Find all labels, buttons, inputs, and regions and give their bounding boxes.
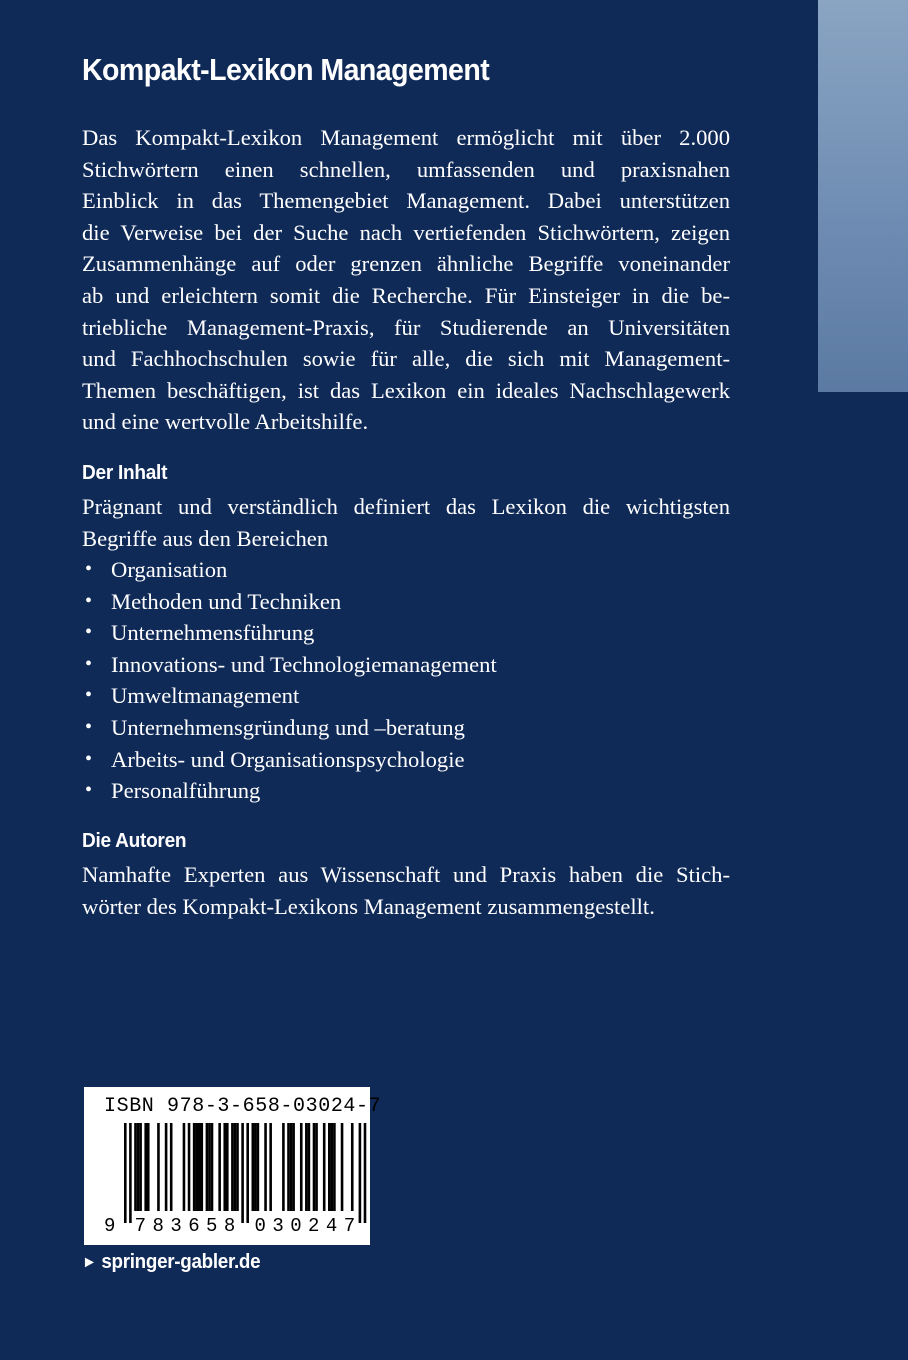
list-item-label: Unternehmensgründung und –beratung <box>111 714 465 740</box>
barcode-bar <box>290 1123 293 1211</box>
barcode-bar <box>292 1123 295 1211</box>
barcode-bar <box>305 1123 308 1211</box>
barcode-bar <box>137 1123 140 1211</box>
list-item-label: Arbeits- und Organisationspsychologie <box>111 746 465 772</box>
intro-line: ab und erleichtern somit die Recherche. Für Einsteiger in die be- <box>82 282 730 308</box>
barcode-bar <box>129 1123 132 1223</box>
barcode-bar <box>333 1123 336 1211</box>
barcode-bar <box>315 1123 318 1211</box>
barcode-bar <box>364 1123 367 1223</box>
barcode-bar <box>323 1123 326 1211</box>
barcode-bar <box>257 1123 260 1211</box>
barcode-digit: 3 <box>272 1215 284 1237</box>
barcode-bar <box>165 1123 168 1211</box>
intro-line: Einblick in das Themengebiet Management. Dabei unterstützen <box>82 188 730 214</box>
intro-line: triebliche Management-Praxis, für Studierende an Universitäten <box>82 314 730 340</box>
bullet-icon: • <box>85 652 93 675</box>
intro-line: die Verweise bei der Suche nach vertiefenden Stichwörtern, zeigen <box>82 219 730 245</box>
barcode-bar <box>223 1123 226 1211</box>
barcode-bar <box>313 1123 316 1211</box>
isbn-barcode <box>84 1087 382 1245</box>
barcode-bar <box>252 1123 255 1211</box>
bullet-icon: • <box>85 684 93 707</box>
barcode-digit: 7 <box>134 1215 147 1237</box>
isbn-label: ISBN 978-3-658-03024-7 <box>104 1095 382 1118</box>
barcode-bar <box>287 1123 290 1211</box>
barcode-bar <box>134 1123 137 1211</box>
barcode-digit: 5 <box>206 1215 218 1237</box>
barcode-bar <box>170 1123 173 1211</box>
intro-paragraph <box>82 122 730 438</box>
intro-line: Stichwörtern einen schnellen, umfassenden und praxisnahen <box>82 156 730 182</box>
autoren-line: wörter des Kompakt-Lexikons Management zusammengestellt. <box>82 893 655 919</box>
side-color-strip <box>818 0 908 392</box>
list-item <box>82 775 497 807</box>
list-item <box>82 744 497 776</box>
barcode-bar <box>124 1123 127 1223</box>
barcode-digit: 6 <box>188 1215 200 1237</box>
publisher-url: springer-gabler.de <box>101 1251 261 1273</box>
arrow-right-icon: ► <box>82 1253 97 1271</box>
barcode-digit: 3 <box>170 1215 182 1237</box>
barcode-digit: 4 <box>325 1215 338 1237</box>
inhalt-bullet-list <box>82 554 497 807</box>
bullet-icon: • <box>85 621 93 644</box>
barcode-bar <box>264 1123 267 1211</box>
barcode-digit: 8 <box>223 1215 236 1237</box>
autoren-paragraph <box>82 859 730 922</box>
inhalt-line: Prägnant und verständlich definiert das Lexikon die wichtigsten <box>82 494 730 519</box>
barcode-bar <box>188 1123 191 1211</box>
bullet-icon: • <box>85 715 93 738</box>
barcode-bar <box>226 1123 229 1211</box>
list-item <box>82 617 497 649</box>
barcode-bar <box>241 1123 244 1223</box>
barcode-graphic <box>84 1087 370 1245</box>
list-item-label: Unternehmensführung <box>111 620 315 646</box>
list-item-label: Organisation <box>111 557 228 582</box>
list-item-label: Personalführung <box>111 778 261 804</box>
publisher-link[interactable] <box>82 1251 260 1274</box>
list-item-label: Innovations- und Technologiemanagement <box>111 651 497 677</box>
barcode-bar <box>144 1123 147 1211</box>
intro-line: und eine wertvolle Arbeitshilfe. <box>82 409 369 435</box>
list-item <box>82 712 497 744</box>
barcode-bar <box>331 1123 334 1211</box>
barcode-bar <box>328 1123 331 1211</box>
intro-line: und Fachhochschulen sowie für alle, die sich mit Management- <box>82 346 730 372</box>
barcode-bar <box>198 1123 201 1211</box>
barcode-bar <box>231 1123 234 1211</box>
barcode-bar <box>211 1123 214 1211</box>
barcode-bar <box>300 1123 303 1211</box>
barcode-bar <box>236 1123 239 1211</box>
list-item <box>82 649 497 681</box>
barcode-digit: 9 <box>104 1215 116 1237</box>
intro-line: Zusammenhänge auf oder grenzen ähnliche Begriffe voneinander <box>82 251 730 277</box>
barcode-bar <box>269 1123 272 1211</box>
list-item-label: Methoden und Techniken <box>111 588 342 614</box>
intro-line: Themen beschäftigen, ist das Lexikon ein ideales Nachschlagewerk <box>82 377 730 403</box>
bullet-icon: • <box>85 779 93 802</box>
barcode-bar <box>308 1123 311 1211</box>
barcode-digit: 8 <box>152 1215 164 1237</box>
barcode-bar <box>218 1123 221 1211</box>
list-item-label: Umweltmanagement <box>111 683 300 709</box>
inhalt-heading: Der Inhalt <box>82 461 168 484</box>
barcode-bar <box>341 1123 344 1211</box>
barcode-bar <box>201 1123 204 1211</box>
list-item <box>82 680 497 712</box>
barcode-digit: 7 <box>343 1215 356 1237</box>
barcode-bar <box>193 1123 196 1211</box>
barcode-bar <box>246 1123 249 1223</box>
inhalt-line: Begriffe aus den Bereichen <box>82 525 329 551</box>
inhalt-intro <box>82 491 730 554</box>
bullet-icon: • <box>85 589 93 612</box>
barcode-digit: 0 <box>290 1215 302 1237</box>
barcode-digit: 2 <box>308 1215 320 1237</box>
barcode-bar <box>351 1123 354 1211</box>
barcode-digit: 0 <box>254 1215 266 1237</box>
barcode-bar <box>282 1123 285 1211</box>
barcode-bar <box>234 1123 237 1211</box>
autoren-heading: Die Autoren <box>82 829 187 852</box>
barcode-bar <box>139 1123 142 1211</box>
barcode-bar <box>206 1123 209 1211</box>
intro-line: Das Kompakt-Lexikon Management ermöglicht mit über 2.000 <box>82 125 730 150</box>
list-item <box>82 586 497 618</box>
barcode-bar <box>359 1123 362 1223</box>
barcode-bar <box>157 1123 160 1211</box>
book-title: Kompakt-Lexikon Management <box>82 52 490 87</box>
bullet-icon: • <box>85 747 93 770</box>
barcode-bar <box>183 1123 186 1211</box>
barcode-bar <box>147 1123 150 1211</box>
list-item <box>82 554 497 586</box>
barcode-bar <box>195 1123 198 1211</box>
barcode-bar <box>208 1123 211 1211</box>
bullet-icon: • <box>85 558 93 580</box>
autoren-line: Namhafte Experten aus Wissenschaft und Praxis haben die Stich- <box>82 862 730 887</box>
barcode-bar <box>254 1123 257 1211</box>
